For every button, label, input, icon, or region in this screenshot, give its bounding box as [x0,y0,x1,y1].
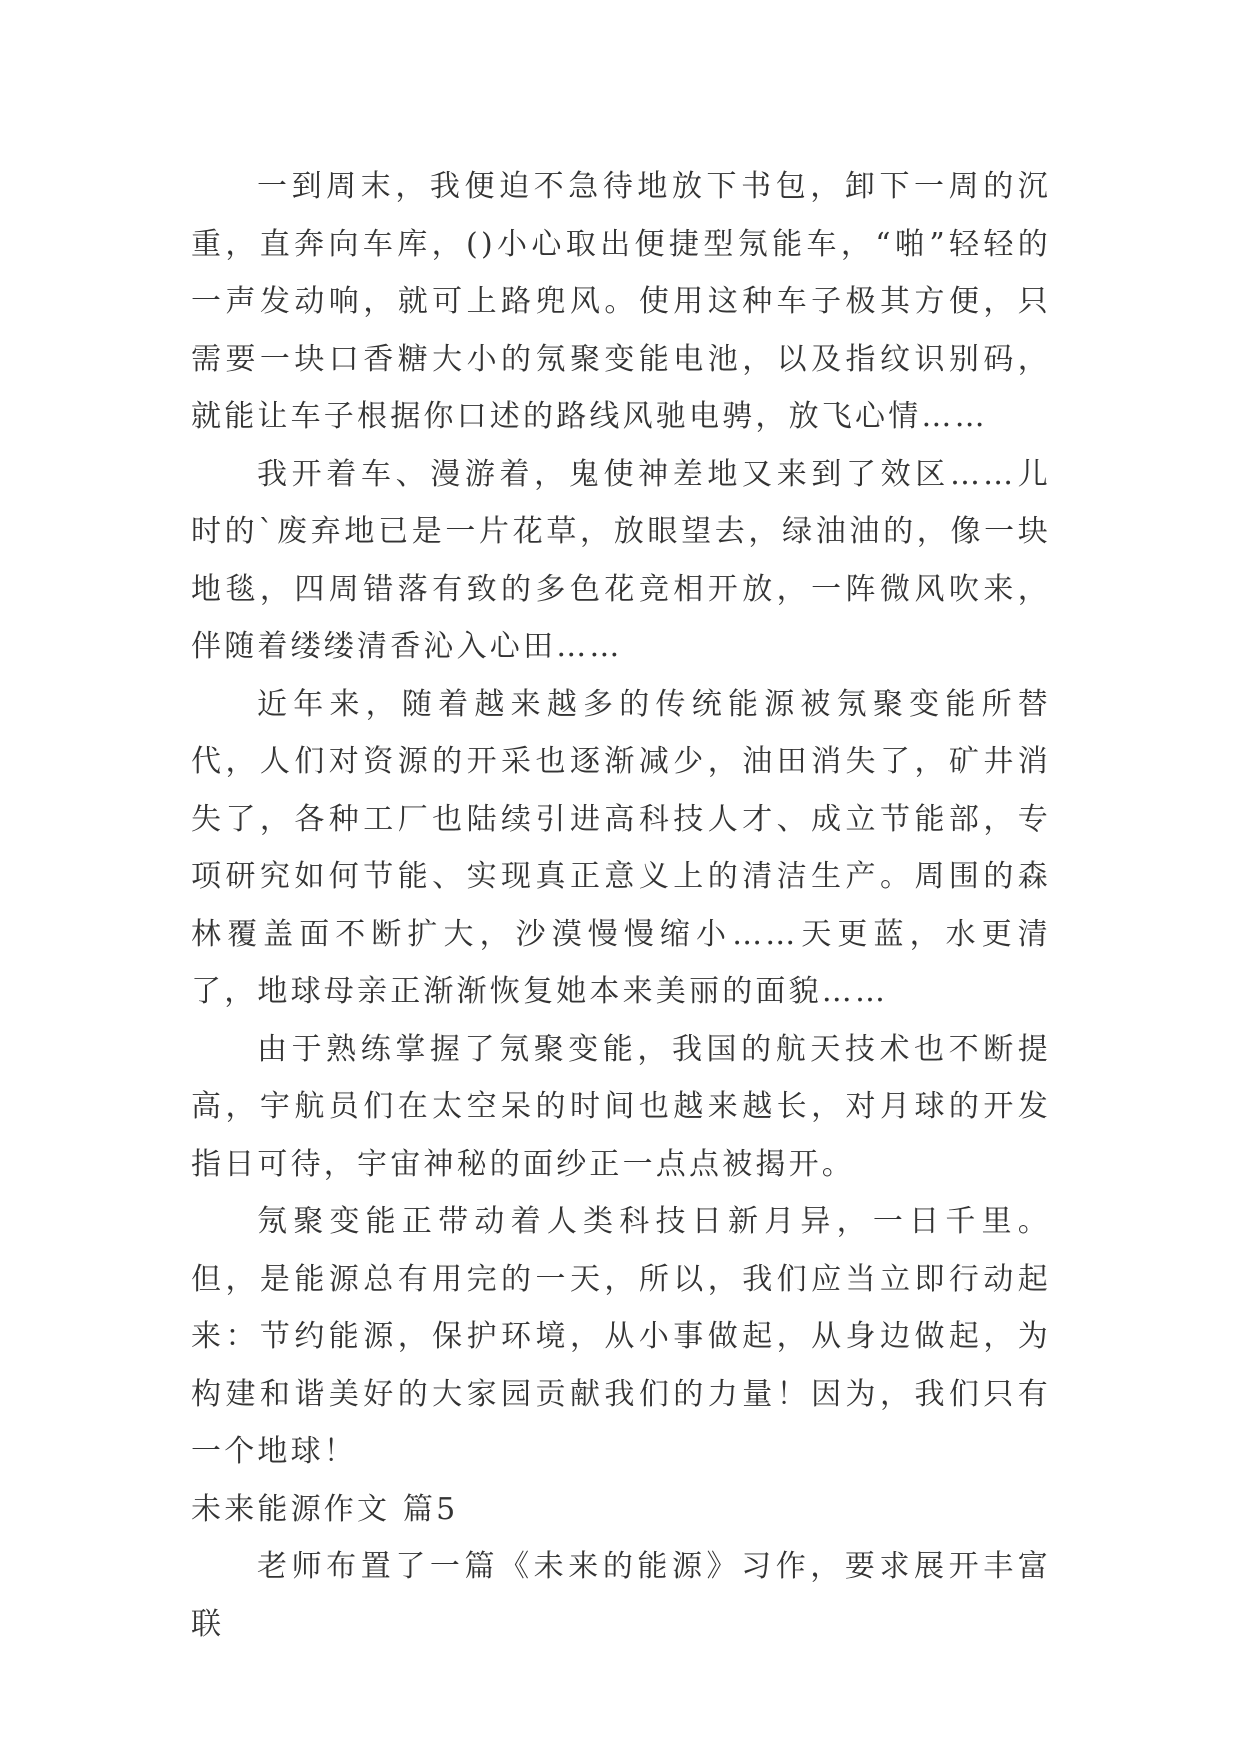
document-page [191,158,1051,1653]
paragraph: 近年来，随着越来越多的传统能源被氖聚变能所替代，人们对资源的开采也逐渐减少，油田消失了，矿井消失了，各种工厂也陆续引进高科技人才、成立节能部，专项研究如何节能、实现真正意义上的清洁生产。周围的森林覆盖面不断扩大，沙漠慢慢缩小……天更蓝，水更清了，地球母亲正渐渐恢复她本来美丽的面貌…… [191,686,1051,1009]
section-heading: 未来能源作文 篇5 [191,1491,459,1527]
paragraph: 一到周末，我便迫不急待地放下书包，卸下一周的沉重，直奔向车库，()小心取出便捷型氖能车，“啪”轻轻的一声发动响，就可上路兜风。使用这种车子极其方便，只需要一块口香糖大小的氖聚变能电池，以及指纹识别码，就能让车子根据你口述的路线风驰电骋，放飞心情…… [191,169,1051,434]
paragraph: 氖聚变能正带动着人类科技日新月异，一日千里。但，是能源总有用完的一天，所以，我们应当立即行动起来：节约能源，保护环境，从小事做起，从身边做起，为构建和谐美好的大家园贡献我们的力量！因为，我们只有一个地球！ [191,1204,1051,1469]
paragraph: 我开着车、漫游着，鬼使神差地又来到了效区……儿时的`废弃地已是一片花草，放眼望去，绿油油的，像一块地毯，四周错落有致的多色花竞相开放，一阵微风吹来，伴随着缕缕清香沁入心田…… [191,456,1051,664]
paragraph: 老师布置了一篇《未来的能源》习作，要求展开丰富联 [191,1549,1051,1642]
paragraph: 由于熟练掌握了氖聚变能，我国的航天技术也不断提高，宇航员们在太空呆的时间也越来越长，对月球的开发指日可待，宇宙神秘的面纱正一点点被揭开。 [191,1031,1051,1182]
